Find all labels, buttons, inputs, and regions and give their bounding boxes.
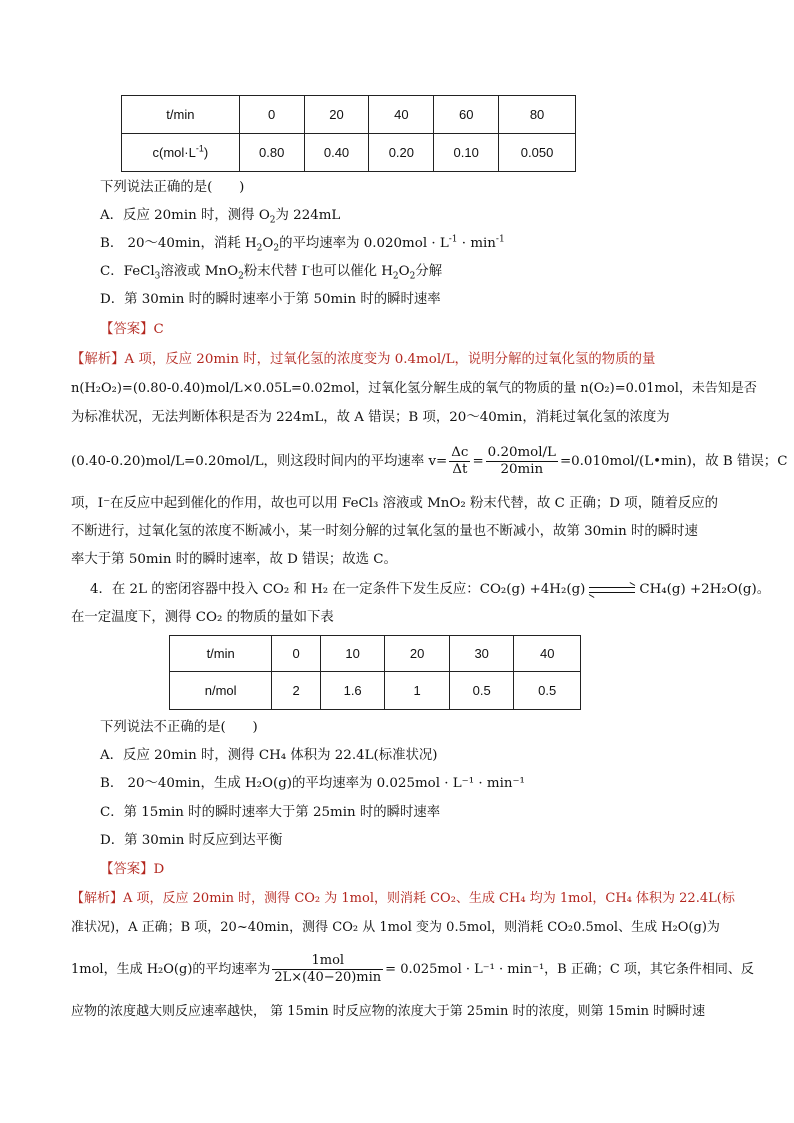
option-c: C．第 15min 时的瞬时速率大于第 25min 时的瞬时速率 [100, 805, 441, 820]
table-header-cell: 40 [369, 96, 434, 134]
table-cell: 0.40 [304, 134, 369, 172]
table-header-cell: 20 [304, 96, 369, 134]
table-header-cell: 40 [514, 636, 581, 672]
table-row-label: n/mol [170, 672, 272, 710]
analysis-line: 应物的浓度越大则反应速率越快， 第 15min 时反应物的浓度大于第 25min 时的浓度，则第 15min 时瞬时速 [71, 1004, 706, 1019]
analysis-line: 为标准状况，无法判断体积是否为 224mL，故 A 错误；B 项，20～40min，消耗过氧化氢的浓度为 [71, 410, 670, 425]
table-header-cell: 60 [434, 96, 499, 134]
option-a: A．反应 20min 时，测得 CH₄ 体积为 22.4L(标准状况) [100, 748, 438, 763]
table-cell: 1.6 [320, 672, 385, 710]
table-cell: 0.10 [434, 134, 499, 172]
analysis-line: 不断进行，过氧化氢的浓度不断减小，某一时刻分解的过氧化氢的量也不断减小，故第 30min 时的瞬时速 [71, 524, 698, 539]
table-cell: 0.20 [369, 134, 434, 172]
table-cell: 0.80 [239, 134, 304, 172]
table-header-cell: 10 [320, 636, 385, 672]
equilibrium-arrow-icon [589, 585, 635, 595]
analysis-line: 项，I⁻在反应中起到催化的作用，故也可以用 FeCl₃ 溶液或 MnO₂ 粉末代替，故 C 正确；D 项，随着反应的 [71, 496, 719, 511]
table-cell: 2 [272, 672, 321, 710]
option-b: B． 20～40min，消耗 $H_2O_2$的平均速率为 $0.020mol \cdot L^{-1} \cdot \min^{-1}$ [100, 234, 505, 254]
table-cell: 0.050 [499, 134, 576, 172]
option-a: A．反应 20min 时，测得 $O_2$为 224mL [100, 208, 341, 226]
table-header-cell: t/min [170, 636, 272, 672]
answer-label: 【答案】D [100, 862, 165, 877]
question-stem: 在一定温度下，测得 CO₂ 的物质的量如下表 [71, 610, 334, 625]
table-header-cell: 80 [499, 96, 576, 134]
analysis-line: 率大于第 50min 时的瞬时速率，故 D 错误；故选 C。 [71, 552, 397, 567]
analysis-line: n(H₂O₂)=(0.80-0.40)mol/L×0.05L=0.02mol，过氧化氢分解生成的氧气的物质的量 n(O₂)=0.01mol，未告知是否 [71, 381, 757, 396]
option-b: B． 20～40min，生成 H₂O(g)的平均速率为 0.025mol · L⁻¹ · min⁻¹ [100, 776, 525, 791]
option-d: D．第 30min 时反应到达平衡 [100, 833, 283, 848]
table-header-cell: 30 [449, 636, 514, 672]
answer-label: 【答案】C [100, 322, 164, 337]
table-header-cell: 20 [385, 636, 450, 672]
table-amount [169, 635, 581, 710]
table-cell: 0.5 [514, 672, 581, 710]
table-header-cell: 0 [239, 96, 304, 134]
fraction: $\frac{\Delta c}{\Delta t}$ [451, 445, 469, 477]
fraction: $\frac{\text{1mol}}{2L\times(40-20)\min}$ [274, 953, 382, 985]
table-cell: 0.5 [449, 672, 514, 710]
table-header-cell: t/min [122, 96, 240, 134]
question-stem: 4．在 2L 的密闭容器中投入 CO₂ 和 H₂ 在一定条件下发生反应：CO₂(g) +4H₂(g) CH₄(g) +2H₂O(g)。 [90, 582, 771, 597]
analysis-formula-line: 1mol，生成 H₂O(g)的平均速率为 $\frac{\text{1mol}}{2L\times(40-20)\min}$ = 0.025mol · L⁻¹ · min⁻¹，B 正确；C 项，其它条件相同、反 [71, 953, 754, 985]
table-row-label: $c(mol\cdot L^{-1})$ [122, 134, 240, 172]
table-header-cell: 0 [272, 636, 321, 672]
fraction: $\frac{\text{0.20mol/L}}{20\min}$ [487, 445, 556, 477]
analysis-formula-line: (0.40-0.20)mol/L=0.20mol/L，则这段时间内的平均速率 v= $\frac{\Delta c}{\Delta t}$ = $\frac{\text{0.20mol/L}}{20\min}$ =0.010mol/(L•min)，故 B 错误；C [71, 445, 788, 477]
table-cell: 1 [385, 672, 450, 710]
question-prompt: 下列说法不正确的是( ) [100, 720, 258, 735]
option-c: C．FeCl$_3$溶液或 MnO$_2$粉末代替 I-也可以催化 $H_2O_2$分解 [100, 262, 443, 282]
analysis-line: 【解析】A 项，反应 20min 时，测得 CO₂ 为 1mol，则消耗 CO₂、生成 CH₄ 均为 1mol，CH₄ 体积为 22.4L(标 [71, 891, 735, 906]
analysis-line: 准状况)，A 正确；B 项，20~40min，测得 CO₂ 从 1mol 变为 0.5mol，则消耗 CO₂0.5mol、生成 H₂O(g)为 [71, 920, 720, 935]
table-concentration [121, 95, 576, 172]
question-prompt: 下列说法正确的是( ) [100, 180, 245, 195]
analysis-line: 【解析】A 项，反应 20min 时，过氧化氢的浓度变为 0.4mol/L，说明分解的过氧化氢的物质的量 [71, 352, 656, 367]
option-d: D．第 30min 时的瞬时速率小于第 50min 时的瞬时速率 [100, 292, 441, 307]
